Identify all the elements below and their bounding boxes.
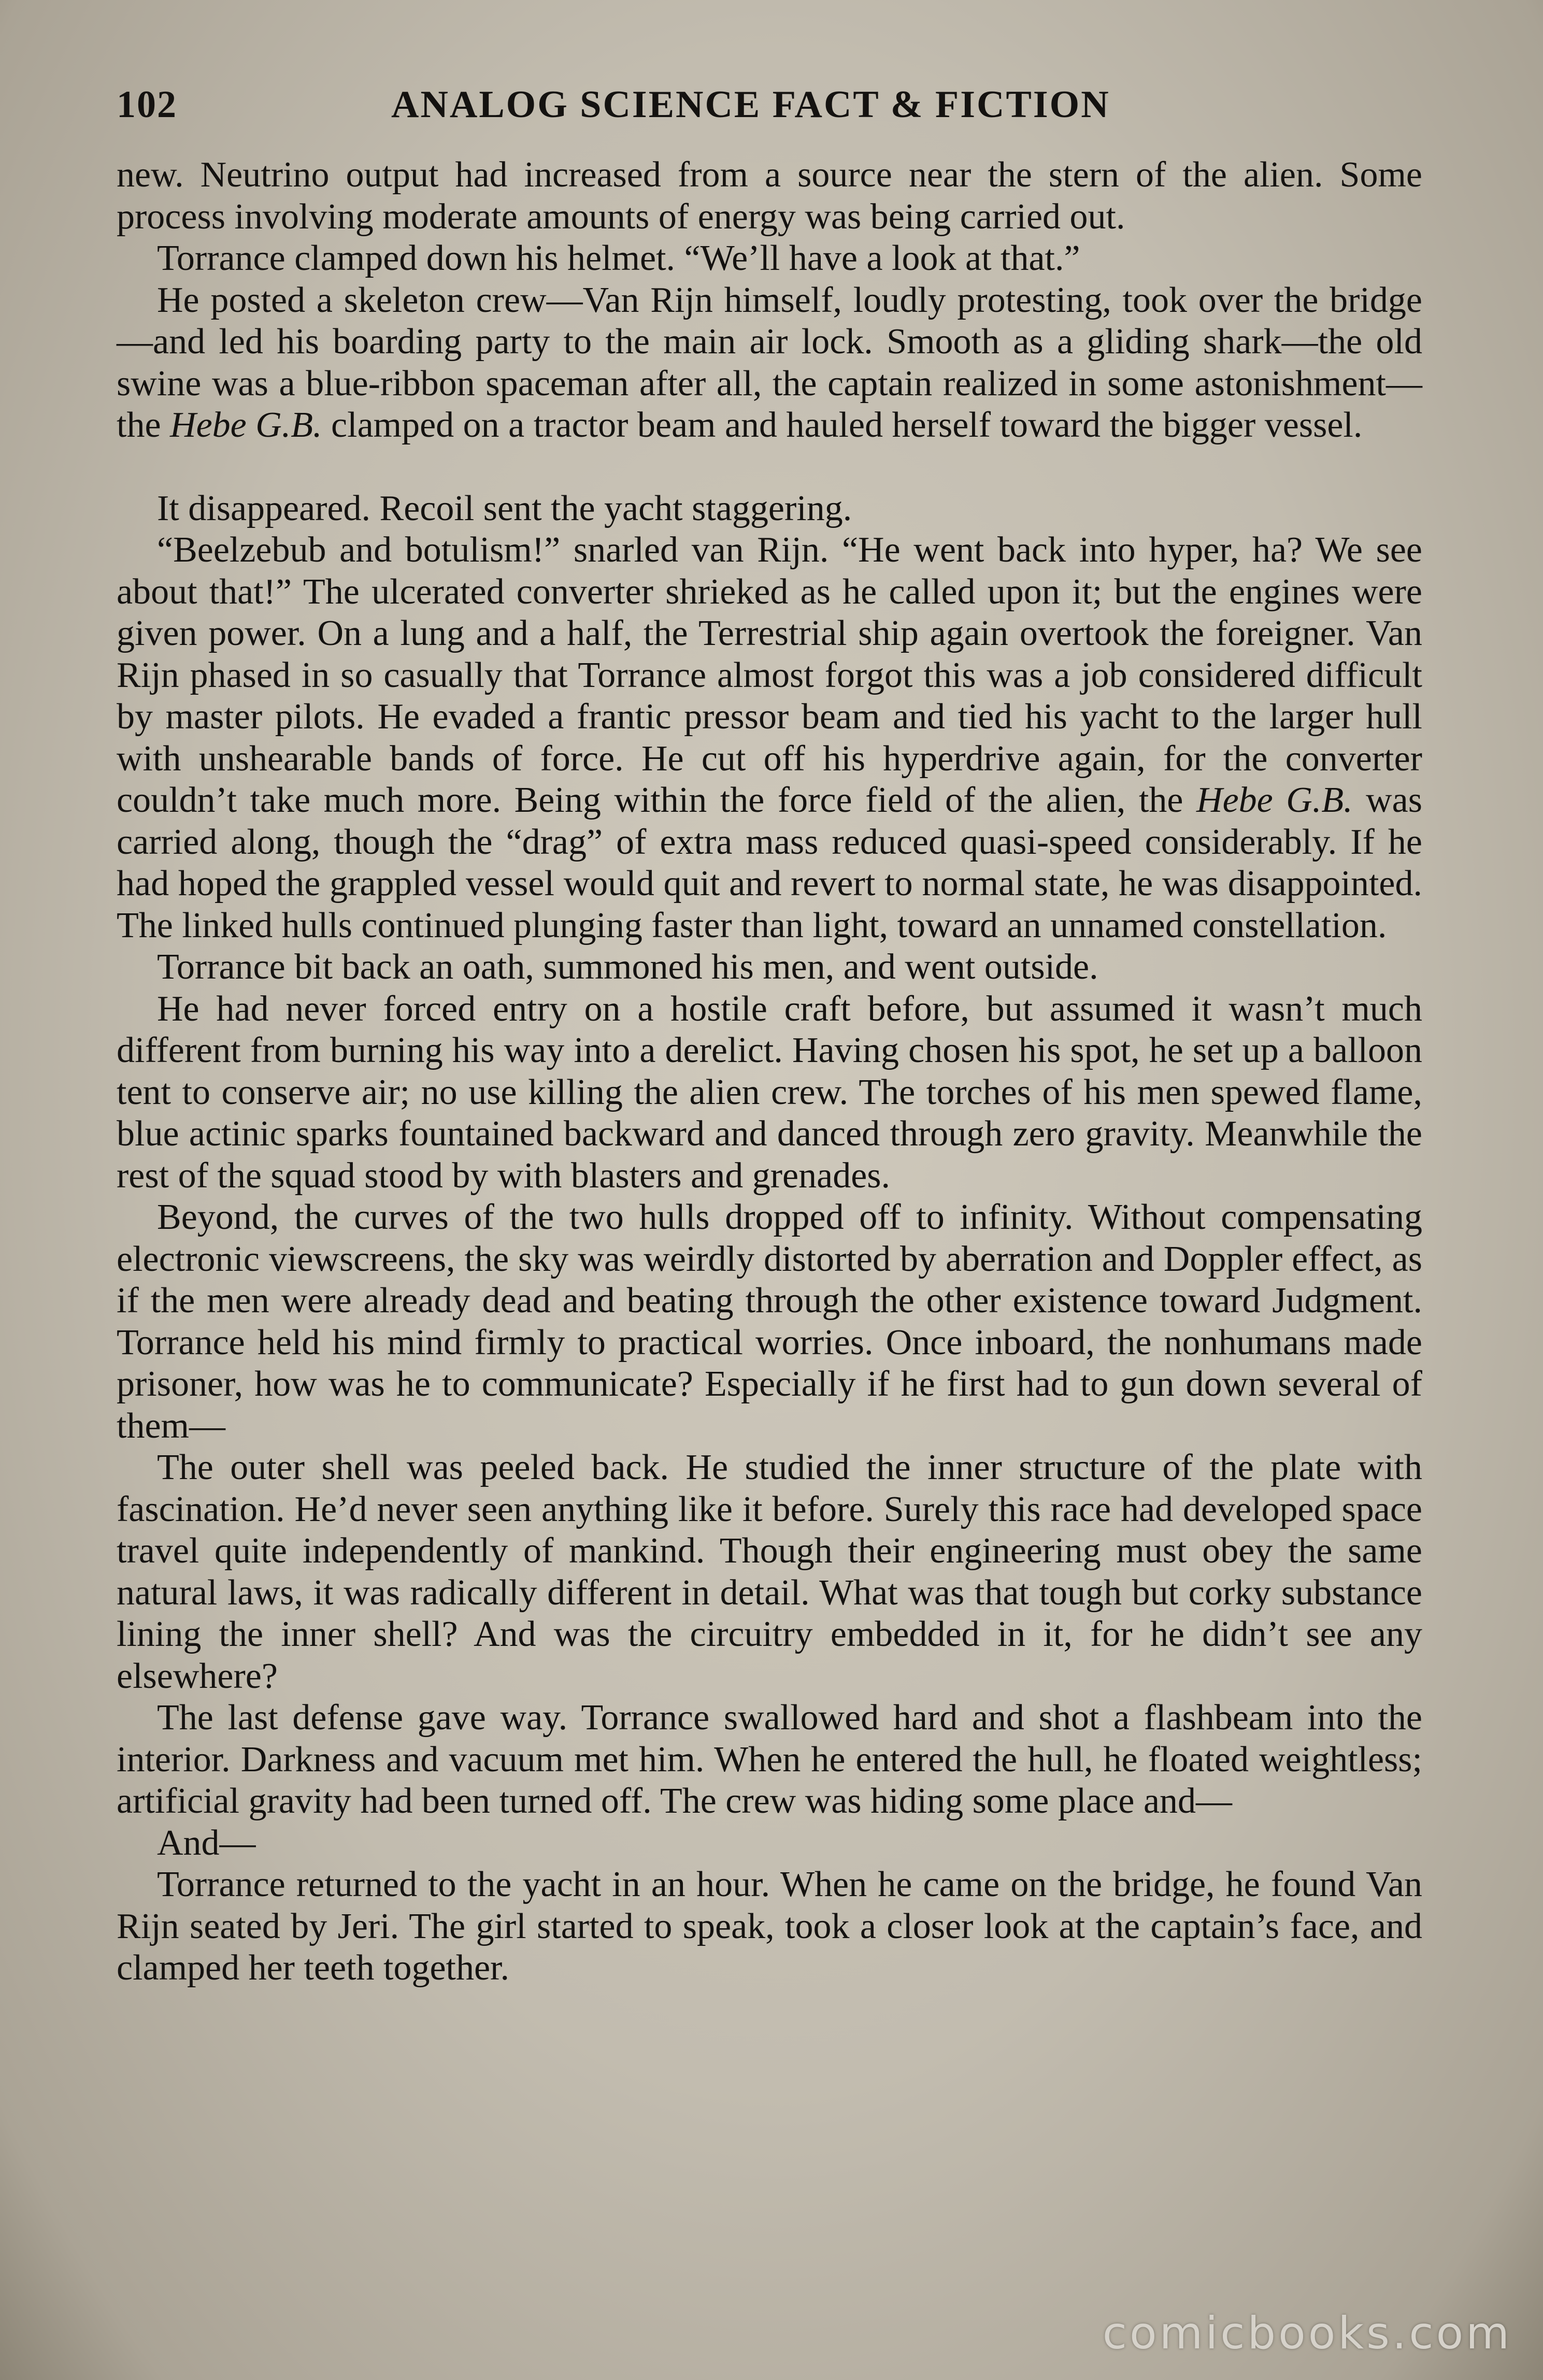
paragraph: new. Neutrino output had increased from a source near the stern of the alien. Some process involving moderate amounts of energy was being carried out. [117, 155, 1422, 237]
paragraph: Torrance bit back an oath, summoned his men, and went outside. [157, 947, 1098, 987]
paragraph: It disappeared. Recoil sent the yacht staggering. [157, 488, 852, 528]
body-text [117, 154, 1422, 1989]
running-head: ANALOG SCIENCE FACT & FICTION [391, 83, 1110, 126]
paragraph: He had never forced entry on a hostile craft before, but assumed it wasn’t much different from burning his way into a derelict. Having chosen his spot, he set up a balloon tent to conserve air; no use killing the alien crew. The torches of his men spewed flame, blue actinic sparks fountained backward and danced through zero gravity. Meanwhile the rest of the squad stood by with blasters and grenades. [117, 988, 1422, 1196]
paragraph: Torrance clamped down his helmet. “We’ll have a look at that.” [157, 238, 1080, 278]
paragraph: Torrance returned to the yacht in an hour. When he came on the bridge, he found Van Rijn seated by Jeri. The girl started to speak, took a closer look at the captain’s face, and clamped her teeth together. [117, 1865, 1422, 1988]
page-number: 102 [117, 83, 177, 126]
paragraph: Beyond, the curves of the two hulls dropped off to infinity. Without compensating electronic viewscreens, the sky was weirdly distorted by aberration and Doppler effect, as if the men were already dead and beating through the other existence toward Judgment. Torrance held his mind firmly to practical worries. Once inboard, the nonhumans made prisoner, how was he to communicate? Especially if he first had to gun down several of them— [117, 1197, 1422, 1446]
paragraph: The outer shell was peeled back. He studied the inner structure of the plate with fascination. He’d never seen anything like it before. Surely this race had developed space travel quite independently of mankind. Though their engineering must obey the same natural laws, it was radically different in detail. What was that tough but corky substance lining the inner shell? And was the circuitry embedded in it, for he didn’t see any elsewhere? [117, 1447, 1422, 1696]
ship-name: Hebe G.B. [170, 405, 322, 445]
paragraph: “Beelzebub and botulism!” snarled van Rijn. “He went back into hyper, ha? We see about that!” The ulcerated converter shrieked as he called upon it; but the engines were given power. On a lung and a half, the Terrestrial ship again overtook the foreigner. Van Rijn phased in so casually that Torrance almost forgot this was a job considered difficult by master pilots. He evaded a frantic pressor beam and tied his yacht to the larger hull with unshearable bands of force. He cut off his hyperdrive again, for the converter couldn’t take much more. Being within the force field of the alien, the Hebe G.B. was carried along, though the “drag” of extra mass reduced quasi-speed considerably. If he had hoped the grappled vessel would quit and revert to normal state, he was disappointed. The linked hulls continued plunging faster than light, toward an unnamed constellation. [117, 530, 1422, 945]
paragraph: And— [157, 1823, 256, 1863]
paragraph: He posted a skeleton crew—Van Rijn himself, loudly protesting, took over the bridge—and led his boarding party to the main air lock. Smooth as a gliding shark—the old swine was a blue-ribbon spaceman after all, the captain realized in some astonishment—the Hebe G.B. clamped on a tractor beam and hauled herself toward the bigger vessel. [117, 280, 1422, 445]
page-header [117, 83, 1422, 145]
watermark: comicbooks.com [1102, 2307, 1512, 2359]
paragraph: The last defense gave way. Torrance swallowed hard and shot a flashbeam into the interior. Darkness and vacuum met him. When he entered the hull, he floated weightless; artificial gravity had been turned off. The crew was hiding some place and— [117, 1698, 1422, 1821]
ship-name: Hebe G.B. [1196, 780, 1353, 820]
